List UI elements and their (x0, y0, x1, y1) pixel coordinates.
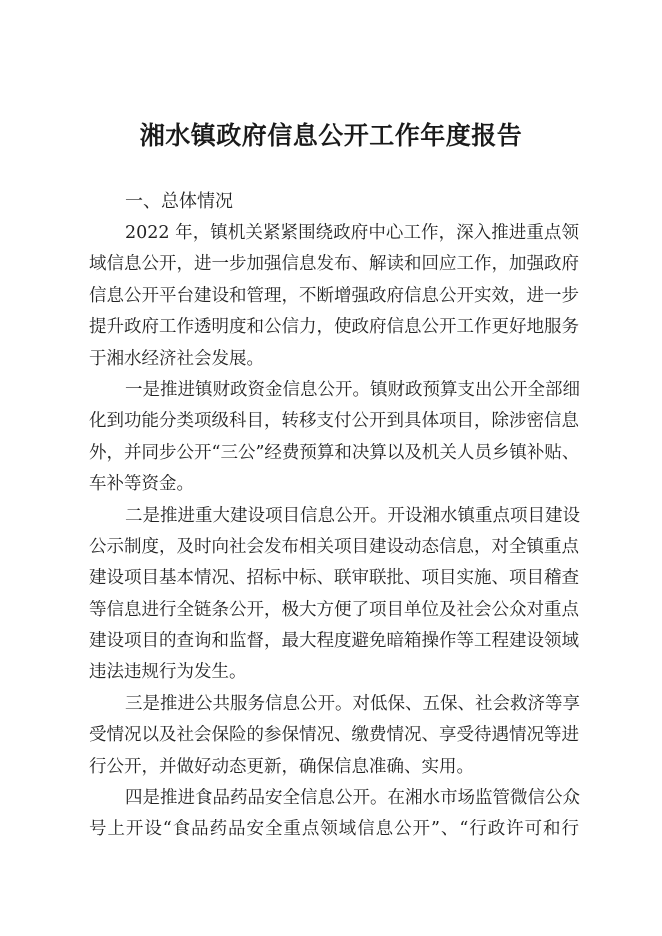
text-line: 2022 年，镇机关紧紧围绕政府中心工作，深入推进重点领 (125, 223, 579, 243)
text-line: 信息公开平台建设和管理，不断增强政府信息公开实效，进一步 (89, 285, 579, 306)
text-line: 提升政府工作透明度和公信力，使政府信息公开工作更好地服务 (89, 317, 579, 338)
text-line: 受情况以及社会保险的参保情况、缴费情况、享受待遇情况等进 (89, 725, 579, 746)
text-line: 三是推进公共服务信息公开。对低保、五保、社会救济等享 (125, 693, 580, 714)
text-line: 等信息进行全链条公开，极大方便了项目单位及社会公众对重点 (89, 599, 579, 620)
text-line: 行公开，并做好动态更新，确保信息准确、实用。 (89, 756, 474, 777)
document-body (89, 218, 579, 846)
text-line: 化到功能分类项级科目，转移支付公开到具体项目，除涉密信息 (89, 411, 579, 432)
text-line: 建设项目的查询和监督，最大程度避免暗箱操作等工程建设领域 (89, 631, 579, 652)
document-title: 湘水镇政府信息公开工作年度报告 (139, 121, 523, 150)
text-line: 四是推进食品药品安全信息公开。在湘水市场监管微信公众 (125, 788, 580, 809)
text-line: 域信息公开，进一步加强信息发布、解读和回应工作，加强政府 (89, 254, 579, 275)
text-line: 外，并同步公开“三公”经费预算和决算以及机关人员乡镇补贴、 (89, 442, 580, 463)
text-line: 公示制度，及时向社会发布相关项目建设动态信息，对全镇重点 (89, 536, 579, 557)
text-line: 一是推进镇财政资金信息公开。镇财政预算支出公开全部细 (125, 379, 580, 400)
text-line: 二是推进重大建设项目信息公开。开设湘水镇重点项目建设 (125, 505, 580, 526)
section-heading: 一、总体情况 (125, 191, 233, 212)
text-line: 建设项目基本情况、招标中标、联审联批、项目实施、项目稽查 (89, 568, 579, 589)
text-line: 号上开设“食品药品安全重点领域信息公开”、“行政许可和行 (89, 819, 579, 840)
text-line: 车补等资金。 (89, 474, 194, 495)
text-line: 违法违规行为发生。 (89, 662, 247, 683)
text-line: 于湘水经济社会发展。 (89, 348, 264, 369)
